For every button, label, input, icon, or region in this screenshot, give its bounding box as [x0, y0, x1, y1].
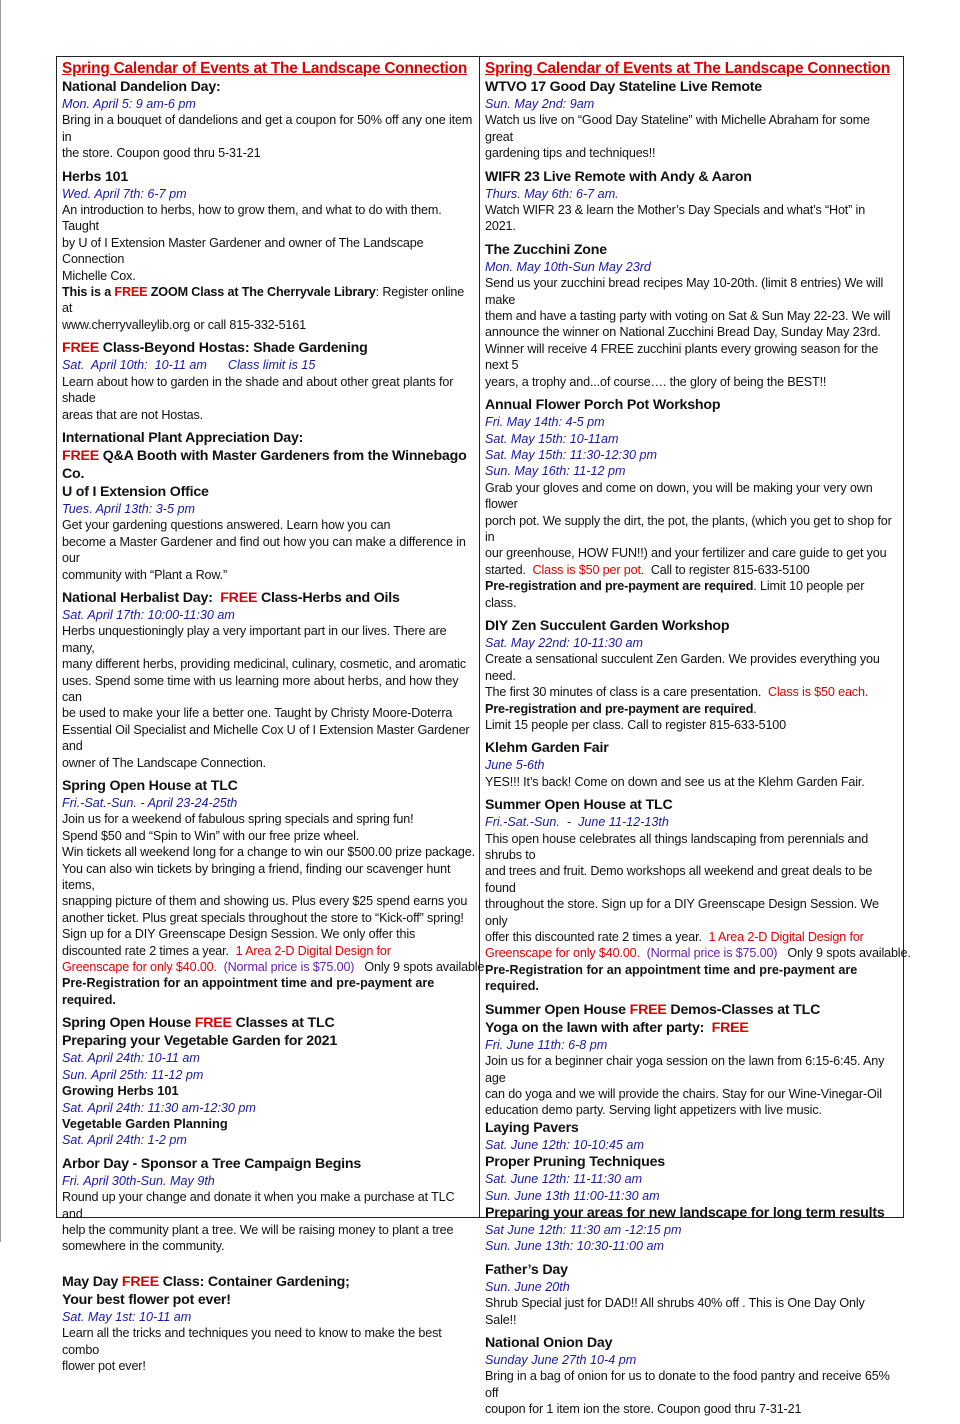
- event-summer-demos: [485, 1001, 898, 1255]
- event-subtitle: Your best flower pot ever!: [62, 1291, 231, 1308]
- prereg-note: Pre-registration and pre-payment are required: [485, 579, 754, 594]
- event-subtitle: U of I Extension Office: [62, 483, 209, 500]
- body-line: Learn about how to garden in the shade and about other great plants for shade: [62, 374, 454, 406]
- event-plant-appreciation-day: [62, 429, 475, 583]
- body-line: Winner will receive 4 FREE zucchini plants every growing season for the next 5: [485, 341, 879, 373]
- free-label: FREE: [62, 447, 100, 464]
- event-date: Sat June 12th: 11:30 am -12:15 pm: [485, 1222, 682, 1237]
- event-title: Summer Open House at TLC: [485, 797, 673, 814]
- prereg-note: Pre-Registration for an appointment time and pre-payment are required.: [62, 976, 435, 1007]
- text: discounted rate 2 times a year.: [62, 943, 236, 958]
- spots-available: Only 9 spots available: [354, 960, 485, 975]
- body-line: Round up your change and donate it when you make a purchase at TLC and: [62, 1190, 455, 1221]
- body-line: [485, 929, 898, 945]
- body-line: by U of I Extension Master Gardener and owner of The Landscape Connection: [62, 235, 424, 267]
- event-zucchini-zone: [485, 241, 898, 390]
- event-date: Sun. June 13th: 10:30-11:00 am: [485, 1239, 665, 1254]
- event-klehm-garden-fair: [485, 739, 898, 790]
- event-date: Sat. April 24th: 1-2 pm: [62, 1133, 187, 1148]
- right-heading: Spring Calendar of Events at The Landscape Connection: [485, 60, 891, 77]
- library-link[interactable]: www.cherryvalleylib.org or call 815-332-5161: [62, 317, 306, 332]
- design-price: Greenscape for only $40.00.: [485, 946, 640, 961]
- register-phone: Call to register 815-633-5100: [644, 562, 810, 577]
- event-title: National Dandelion Day:: [62, 79, 221, 95]
- event-herbs-101: [62, 168, 475, 334]
- body-line: coupon for 1 item ion the store. Coupon good thru 7-31-21: [485, 1402, 802, 1417]
- body-line: Spend $50 and “Spin to Win” with our free prize wheel.: [62, 828, 360, 843]
- event-title: International Plant Appreciation Day:: [62, 429, 304, 446]
- event-date: June 5-6th: [485, 758, 545, 773]
- event-date: Fri. April 30th-Sun. May 9th: [62, 1173, 215, 1188]
- event-wtvo-remote: [485, 78, 898, 162]
- title-text: National Herbalist Day:: [62, 589, 221, 606]
- free-label: FREE: [711, 1019, 749, 1036]
- title-text: Yoga on the lawn with after party:: [485, 1019, 712, 1036]
- body-line: [62, 959, 485, 975]
- left-heading: Spring Calendar of Events at The Landscape Connection: [62, 60, 468, 77]
- free-label: FREE: [62, 340, 100, 357]
- limit-text: . Limit 10 people per class.: [485, 579, 865, 610]
- event-date: Fri. May 14th: 4-5 pm: [485, 415, 605, 430]
- body-line: An introduction to herbs, how to grow them, and what to do with them. Taught: [62, 203, 442, 234]
- body-line: Grab your gloves and come on down, you will be making your very own flower: [485, 480, 873, 512]
- event-date: Thurs. May 6th: 6-7 am.: [485, 186, 619, 201]
- left-column: [62, 60, 485, 1380]
- event-date: Sat. April 17th: 10:00-11:30 am: [62, 607, 235, 622]
- body-line: [485, 945, 911, 961]
- event-title: The Zucchini Zone: [485, 241, 607, 258]
- event-beyond-hostas: [62, 339, 475, 423]
- body-line: [485, 562, 898, 578]
- prereg-note: Pre-registration and pre-payment are required: [485, 701, 754, 716]
- body-line: many different herbs, providing medicinal, culinary, cosmetic, and aromatic: [62, 657, 467, 672]
- event-date: Mon. April 5: 9 am-6 pm: [62, 97, 196, 111]
- zoom-prefix: This is a: [62, 285, 115, 300]
- event-fathers-day: [485, 1261, 898, 1328]
- event-date: Sat. June 12th: 11-11:30 am: [485, 1172, 643, 1187]
- event-title: [62, 1014, 475, 1032]
- event-date: Sun. June 13th 11:00-11:30 am: [485, 1188, 660, 1203]
- body-line: Learn all the tricks and techniques you need to know to make the best combo: [62, 1326, 442, 1357]
- body-line: our greenhouse, HOW FUN!!) and your fertilizer and care guide to get you: [485, 546, 887, 561]
- body-line: Join us for a beginner chair yoga session on the lawn from 6:15-6:45. Any age: [485, 1054, 885, 1085]
- body-line: Watch us live on “Good Day Stateline” with Michelle Abraham for some great: [485, 113, 870, 144]
- event-title: Klehm Garden Fair: [485, 740, 609, 757]
- prereg-line: [485, 701, 898, 717]
- text: started.: [485, 562, 533, 577]
- body-line: Win tickets all weekend long for a change to win our $500.00 prize package.: [62, 845, 475, 860]
- design-offer: 1 Area 2-D Digital Design for: [235, 943, 391, 958]
- event-date: Sat. May 15th: 10-11am: [485, 431, 619, 446]
- event-date: Sun. May 16th: 11-12 pm: [485, 464, 626, 479]
- event-title: Arbor Day - Sponsor a Tree Campaign Begins: [62, 1155, 362, 1172]
- event-vegetable-garden: [62, 1014, 475, 1148]
- body-line: Get your gardening questions answered. Learn how you can: [62, 518, 391, 533]
- event-herbalist-day: [62, 589, 475, 771]
- body-line: Essential Oil Specialist and Michelle Cox U of I Extension Master Gardener and: [62, 722, 470, 754]
- body-line: uses. Spend some time with us learning more about herbs, and how they can: [62, 673, 459, 704]
- class-name: Vegetable Garden Planning: [62, 1115, 228, 1131]
- body-line: announce the winner on National Zucchini Bread Day, Sunday May 23rd.: [485, 325, 881, 340]
- event-summer-open-house: [485, 796, 911, 994]
- spots-available: Only 9 spots available.: [777, 946, 911, 961]
- event-subtitle: [485, 1019, 898, 1037]
- event-title: [62, 1273, 475, 1291]
- event-arbor-day: [62, 1155, 475, 1255]
- free-label: FREE: [194, 1015, 232, 1032]
- column-divider: [479, 56, 480, 1218]
- title-text: Summer Open House: [485, 1001, 630, 1018]
- class-name: Laying Pavers: [485, 1119, 579, 1136]
- event-zen-succulent: [485, 617, 898, 733]
- title-text: May Day: [62, 1273, 122, 1290]
- event-may-day: [62, 1273, 475, 1375]
- event-date: Sat. May 1st: 10-11 am: [62, 1309, 192, 1324]
- event-date: Sunday June 27th 10-4 pm: [485, 1352, 637, 1367]
- body-line: become a Master Gardener and find out how you can make a difference in our: [62, 534, 466, 566]
- event-date: Sat. June 12th: 10-10:45 am: [485, 1137, 644, 1152]
- free-label: FREE: [220, 589, 258, 606]
- event-date: Sun. June 20th: [485, 1279, 570, 1294]
- register-text: : Register online at: [62, 285, 465, 316]
- design-price: Greenscape for only $40.00.: [62, 960, 217, 975]
- body-line: [485, 684, 898, 700]
- event-title: [485, 1001, 898, 1019]
- body-line: community with “Plant a Row.”: [62, 567, 228, 582]
- event-date: Fri.-Sat.-Sun. - April 23-24-25th: [62, 796, 238, 810]
- event-onion-day: [485, 1334, 898, 1418]
- event-title: [62, 339, 475, 357]
- class-name: Proper Pruning Techniques: [485, 1154, 665, 1171]
- title-text: Q&A Booth with Master Gardeners from the Winnebago Co.: [62, 447, 467, 482]
- prereg-note: Pre-Registration for an appointment time and pre-payment are required.: [485, 962, 858, 994]
- event-title: WIFR 23 Live Remote with Andy & Aaron: [485, 168, 752, 185]
- title-text: Class-Beyond Hostas: Shade Gardening: [99, 340, 368, 357]
- event-subtitle: [62, 447, 475, 483]
- body-line: You can also win tickets by bringing a friend, finding our scavenger hunt items,: [62, 861, 451, 893]
- page-edge: [0, 0, 1, 1242]
- class-price: Class is $50 per pot.: [532, 562, 645, 577]
- body-line: snapping picture of them and showing us. Plus every $25 spend earns you: [62, 894, 468, 909]
- event-spring-open-house: [62, 777, 485, 1008]
- body-line: can do yoga and we will provide the chairs. Stay for our Wine-Vinegar-Oil: [485, 1086, 882, 1101]
- body-line: Bring in a bouquet of dandelions and get a coupon for 50% off any one item in: [62, 113, 473, 144]
- body-line: gardening tips and techniques!!: [485, 146, 656, 161]
- body-line: years, a trophy and...of course…. the glory of being the BEST!!: [485, 374, 827, 389]
- body-line: Herbs unquestioningly play a very important part in our lives. There are many,: [62, 624, 447, 655]
- body-line: and trees and fruit. Demo workshops all weekend and great deals to be found: [485, 864, 873, 895]
- body-line: help the community plant a tree. We will be raising money to plant a tree: [62, 1222, 454, 1237]
- event-title: [62, 589, 475, 607]
- event-date: Sat. April 24th: 11:30 am-12:30 pm: [62, 1100, 256, 1115]
- event-date: Sat. April 24th: 10-11 am: [62, 1051, 200, 1066]
- title-text: Spring Open House: [62, 1015, 195, 1032]
- normal-price: (Normal price is $75.00): [216, 960, 355, 975]
- event-date: Fri. June 11th: 6-8 pm: [485, 1037, 608, 1052]
- event-date: Sat. May 22nd: 10-11:30 am: [485, 635, 643, 650]
- body-line: Create a sensational succulent Zen Garden. We provides everything you need.: [485, 652, 880, 683]
- event-subtitle: Preparing your Vegetable Garden for 2021: [62, 1033, 338, 1050]
- event-date: Wed. April 7th: 6-7 pm: [62, 186, 187, 201]
- title-text: Classes at TLC: [231, 1015, 335, 1032]
- body-line: Shrub Special just for DAD!! All shrubs 40% off . This is One Day Only Sale!!: [485, 1296, 865, 1327]
- body-line: them and have a tasting party with voting on Sat & Sun May 22-23. We will: [485, 309, 891, 324]
- zoom-class-label: ZOOM Class at The Cherryvale Library: [147, 285, 376, 300]
- event-title: DIY Zen Succulent Garden Workshop: [485, 617, 730, 634]
- event-dandelion-day: [62, 78, 475, 162]
- body-line: YES!!! It’s back! Come on down and see us at the Klehm Garden Fair.: [485, 774, 865, 789]
- design-offer: 1 Area 2-D Digital Design for: [708, 930, 864, 945]
- body-line: flower pot ever!: [62, 1358, 146, 1373]
- body-line: the store. Coupon good thru 5-31-21: [62, 146, 261, 161]
- body-line: Bring in a bag of onion for us to donate to the food pantry and receive 65% off: [485, 1369, 890, 1400]
- event-title: WTVO 17 Good Day Stateline Live Remote: [485, 79, 763, 95]
- normal-price: (Normal price is $75.00): [639, 946, 778, 961]
- body-line: Limit 15 people per class. Call to register 815-633-5100: [485, 718, 787, 732]
- body-line: Watch WIFR 23 & learn the Mother’s Day Specials and what’s “Hot” in 2021.: [485, 203, 866, 234]
- body-line: be used to make your life a better one. Taught by Christy Moore-Doterra: [62, 706, 453, 721]
- event-date: Mon. May 10th-Sun May 23rd: [485, 259, 651, 274]
- free-label: FREE: [121, 1273, 159, 1290]
- body-line: porch pot. We supply the dirt, the pot, the plants, (which you get to shop for in: [485, 513, 892, 544]
- class-name: Growing Herbs 101: [62, 1083, 179, 1099]
- body-line: Join us for a weekend of fabulous spring specials and spring fun!: [62, 812, 414, 827]
- title-text: Class-Herbs and Oils: [257, 589, 400, 606]
- event-date: Sun. April 25th: 11-12 pm: [62, 1067, 204, 1082]
- body-line: [62, 943, 475, 959]
- body-line: education demo party. Serving light appetizers with live music.: [485, 1103, 822, 1118]
- body-line: Sign up for a DIY Greenscape Design Session. We only offer this: [62, 927, 416, 942]
- event-date: Sat. May 15th: 11:30-12:30 pm: [485, 447, 657, 462]
- title-text: Demos-Classes at TLC: [666, 1001, 821, 1018]
- body-line: areas that are not Hostas.: [62, 407, 204, 422]
- event-date: Sat. April 10th: 10-11 am Class limit is 15: [62, 358, 316, 373]
- body-line: somewhere in the community.: [62, 1239, 225, 1254]
- free-label: FREE: [629, 1001, 667, 1018]
- event-title: National Onion Day: [485, 1334, 613, 1351]
- body-line: This open house celebrates all things landscaping from perennials and shrubs to: [485, 831, 869, 863]
- body-line: throughout the store. Sign up for a DIY Greenscape Design Session. We only: [485, 897, 879, 928]
- body-line: Send us your zucchini bread recipes May 10-20th. (limit 8 entries) We will make: [485, 276, 884, 307]
- event-date: Fri.-Sat.-Sun. - June 11-12-13th: [485, 815, 669, 830]
- event-title: Spring Open House at TLC: [62, 778, 238, 794]
- text: offer this discounted rate 2 times a year.: [485, 930, 709, 945]
- title-text: Class: Container Gardening;: [158, 1273, 350, 1290]
- prereg-line: [485, 578, 898, 611]
- event-title: Herbs 101: [62, 168, 129, 185]
- class-name: Preparing your areas for new landscape for long term results: [485, 1204, 885, 1221]
- event-title: Annual Flower Porch Pot Workshop: [485, 397, 721, 414]
- event-title: Father’s Day: [485, 1261, 568, 1278]
- event-wifr-remote: [485, 168, 898, 235]
- zoom-class-line: [62, 284, 475, 317]
- text: .: [753, 701, 757, 716]
- event-porch-pot-workshop: [485, 396, 898, 611]
- event-date: Sun. May 2nd: 9am: [485, 97, 595, 111]
- class-price: Class is $50 each.: [767, 685, 869, 700]
- body-line: Michelle Cox.: [62, 268, 136, 283]
- right-column: [485, 60, 911, 1424]
- body-line: owner of The Landscape Connection.: [62, 755, 267, 770]
- free-label: FREE: [114, 285, 148, 300]
- body-line: another ticket. Plus great specials throughout the store to “Kick-off” spring!: [62, 910, 464, 925]
- event-date: Tues. April 13th: 3-5 pm: [62, 501, 195, 516]
- text: The first 30 minutes of class is a care presentation.: [485, 685, 768, 700]
